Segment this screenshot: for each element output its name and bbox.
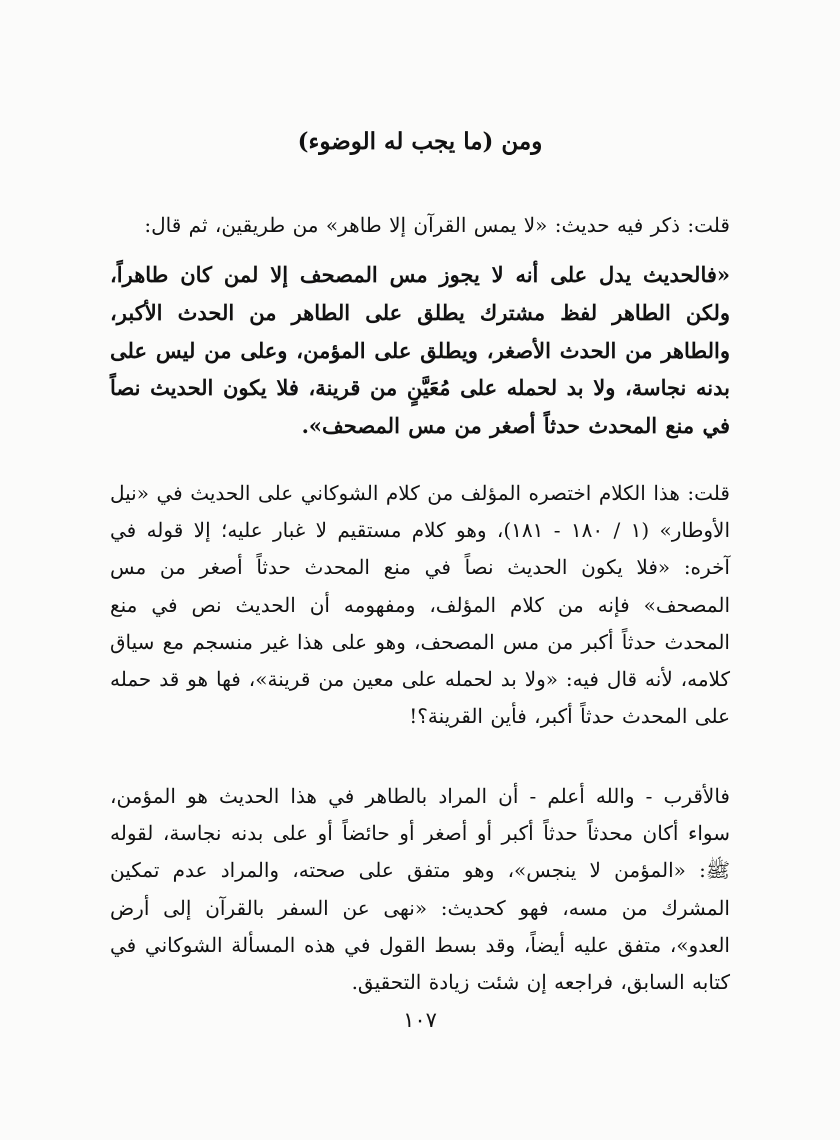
- commentary-paragraph: قلت: هذا الكلام اختصره المؤلف من كلام الشوكاني على الحديث في «نيل الأوطار» (١ / ١٨٠ - ١٨١)، وهو كلام مستقيم لا غبار عليه؛ إلا قوله في آخره: «فلا يكون الحديث نصاً في منع المحدث حدثاً أصغر من مس المصحف» فإنه من كلام المؤلف، ومفهومه أن الحديث نص في منع المحدث حدثاً أكبر من مس المصحف، وهو على هذا غير منسجم مع سياق كلامه، لأنه قال فيه: «ولا بد لحمله على معين من قرينة»، فها هو قد حمله على المحدث حدثاً أكبر، فأين القرينة؟!: [110, 481, 731, 729]
- section-title: ومن (ما يجب له الوضوء): [297, 128, 543, 155]
- page-number: ١٠٧: [403, 1008, 437, 1032]
- quoted-passage: «فالحديث يدل على أنه لا يجوز مس المصحف إلا لمن كان طاهراً، ولكن الطاهر لفظ مشترك يطلق على الطاهر من الحدث الأكبر، والطاهر من الحدث الأصغر، ويطلق على المؤمن، وعلى من ليس على بدنه نجاسة، ولا بد لحمله على مُعَيَّنٍ من قرينة، فلا يكون الحديث نصاً في منع المحدث حدثاً أصغر من مس المصحف».: [110, 262, 731, 439]
- intro-paragraph: قلت: ذكر فيه حديث: «لا يمس القرآن إلا طاهر» من طريقين، ثم قال:: [144, 213, 730, 237]
- conclusion-paragraph: فالأقرب - والله أعلم - أن المراد بالطاهر في هذا الحديث هو المؤمن، سواء أكان محدثاً حدثاً أكبر أو أصغر أو حائضاً أو على بدنه نجاسة، لقوله ﷺ: «المؤمن لا ينجس»، وهو متفق على صحته، والمراد عدم تمكين المشرك من مسه، فهو كحديث: «نهى عن السفر بالقرآن إلى أرض العدو»، متفق عليه أيضاً، وقد بسط القول في هذه المسألة الشوكاني في كتابه السابق، فراجعه إن شئت زيادة التحقيق.: [110, 784, 730, 994]
